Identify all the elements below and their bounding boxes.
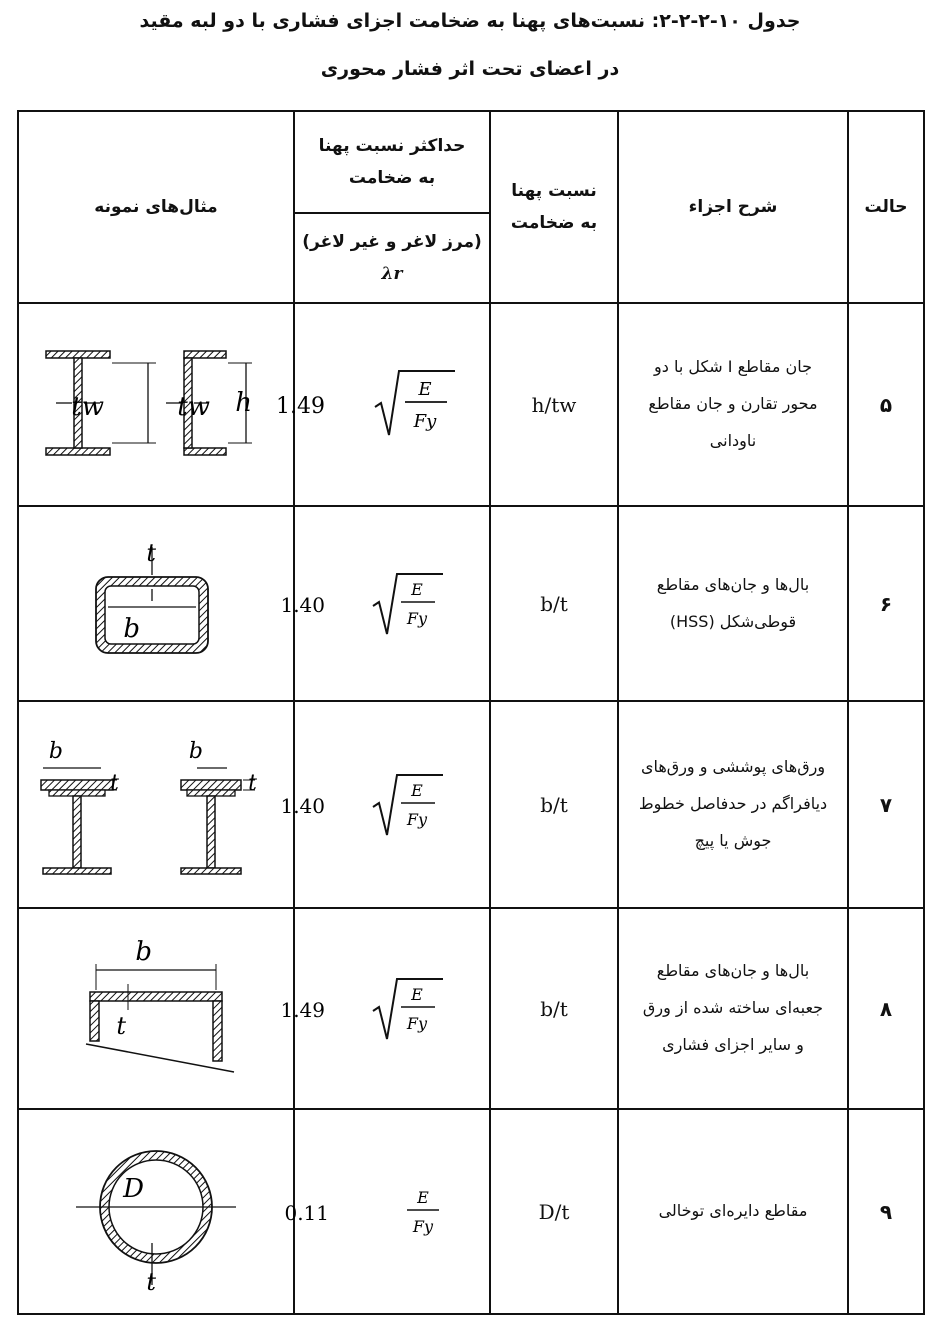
row-description: بال‌ها و جان‌های مقاطع قوطی‌شکل (HSS) [618,506,848,701]
ratio-cell: b/t [490,908,618,1109]
header-ratio [490,111,618,303]
formula-cell [284,1109,490,1314]
ratio-cell: b/t [490,506,618,701]
built-up-box-figure [56,932,256,1082]
t-label: t [248,770,257,796]
header-max-ratio [294,111,490,213]
d-label: D [123,1173,144,1204]
header-ratio-label: نسبت پهنا به ضخامت [510,180,598,233]
formula-denominator: Fy [413,410,437,432]
sqrt-formula [280,967,467,1047]
case-number: ۹ [848,1109,924,1314]
formula-denominator: Fy [406,1013,428,1033]
table-row [18,506,924,701]
cover-plate-section-left [41,780,113,874]
sqrt-formula [280,763,467,843]
sqrt-formula [280,562,467,642]
example-figure-cell [18,1109,294,1314]
header-limit [294,213,490,303]
row-description: ورق‌های پوششی و ورق‌های دیافراگم در حدفاصل خطوط جوش یا پیچ [618,701,848,908]
row-description: بال‌ها و جان‌های مقاطع جعبه‌ای ساخته شده از ورق و سایر اجزای فشاری [618,908,848,1109]
header-description: شرح اجزاء [618,111,848,303]
hollow-circular-section-figure [56,1125,256,1295]
formula-coefficient: 0.11 [284,1200,329,1225]
formula-coefficient: 1.40 [280,592,325,617]
formula-cell [280,506,490,701]
formula-coefficient: 1.49 [276,393,325,419]
case-number: ۷ [848,701,924,908]
b-label: b [48,738,63,764]
formula-coefficient: 1.40 [280,793,325,818]
header-examples: مثال‌های نمونه [18,111,294,303]
tw-label: tw [71,391,104,422]
lambda-r-symbol: λr [381,264,403,284]
ratio-cell: D/t [490,1109,618,1314]
header-max-ratio-label: حداکثر نسبت پهنا به ضخامت [318,135,466,188]
hss-box-figure [56,527,256,677]
formula-denominator: Fy [412,1216,434,1236]
formula-cell [276,303,490,506]
case-number: ۶ [848,506,924,701]
table-row [18,1109,924,1314]
table-subtitle: در اعضای تحت اثر فشار محوری [320,58,620,80]
formula-denominator: Fy [406,608,428,628]
built-up-box-shape [90,992,222,1061]
example-figure-cell [18,908,294,1109]
formula-numerator: E [417,1187,429,1207]
i-section-and-channel-figure [26,333,286,473]
table-row [18,303,924,506]
formula-cell [280,701,490,908]
case-number: ۵ [848,303,924,506]
cover-plate-figure [21,728,291,878]
t-label: t [116,1011,126,1040]
case-number: ۸ [848,908,924,1109]
fraction-formula [284,1170,467,1250]
b-label: b [135,936,152,967]
formula-denominator: Fy [406,809,428,829]
table-row [18,701,924,908]
formula-coefficient: 1.49 [280,997,325,1022]
b-label: b [188,738,203,764]
row-description: مقاطع دایره‌ای توخالی [618,1109,848,1314]
width-thickness-table [17,110,925,1315]
example-figure-cell [18,506,294,701]
table-title: جدول ۱۰-۲-۲-۲: نسبت‌های پهنا به ضخامت اجزای فشاری با دو لبه مقید [139,10,801,32]
tw-label: tw [177,391,210,422]
formula-numerator: E [411,780,423,800]
h-label: h [235,387,252,418]
t-label: t [146,538,156,567]
formula-numerator: E [418,378,432,400]
t-label: t [146,1267,156,1296]
cover-plate-section-right [181,780,241,874]
ratio-cell: h/tw [490,303,618,506]
formula-numerator: E [411,984,423,1004]
example-figure-cell [18,303,294,506]
header-limit-label: (مرز لاغر و غیر لاغر) [302,231,482,252]
t-label: t [110,770,119,796]
table-row [18,908,924,1109]
example-figure-cell [18,701,294,908]
header-case: حالت [848,111,924,303]
row-description: جان مقاطع I شکل با دو محور تقارن و جان مقاطع ناودانی [618,303,848,506]
formula-numerator: E [411,579,423,599]
ratio-cell: b/t [490,701,618,908]
sqrt-formula [276,363,467,443]
formula-cell [280,908,490,1109]
b-label: b [123,613,140,644]
